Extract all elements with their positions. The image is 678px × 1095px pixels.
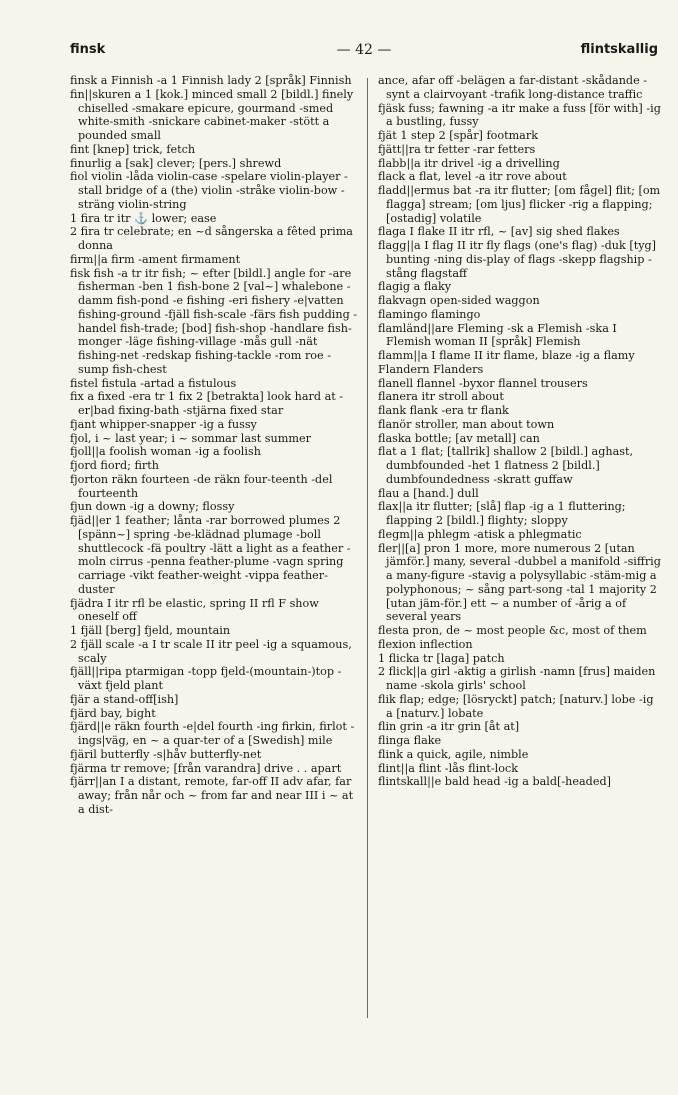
dictionary-entry: flintskall||e bald head -ig a bald[-headed] — [378, 775, 611, 789]
dictionary-entry: firm||a firm -ament firmament — [70, 252, 241, 266]
dictionary-entry: finsk a Finnish -a 1 Finnish lady 2 [språk] Finnish — [70, 74, 352, 87]
dictionary-entry: fjäd||er 1 feather; lånta -rar borrowed plumes 2 [spänn~] spring -be-klädnad plumage -boll shuttlecock -fä poultry -lätt a light as a feather -moln cirrus -penna feather-plume -vagn spring carriage -vikt feather-weight -vippa feather-duster — [70, 514, 351, 596]
dictionary-entry: flabb||a itr drivel -ig a drivelling — [378, 156, 560, 170]
right-column — [378, 74, 663, 789]
dictionary-entry: fjät 1 step 2 [spår] footmark — [378, 129, 538, 142]
dictionary-entry: 1 fira tr itr ⚓ lower; ease — [70, 211, 217, 225]
dictionary-entry: flagg||a I flag II itr fly flags (one's flag) -duk [tyg] bunting -ning dis-play of flags -skepp flagship -stång flagstaff — [378, 239, 657, 280]
dictionary-entry: flanell flannel -byxor flannel trousers — [378, 376, 588, 390]
dictionary-entry: fjäsk fuss; fawning -a itr make a fuss [för with] -ig a bustling, fussy — [378, 101, 661, 129]
dictionary-entry: flanera itr stroll about — [378, 390, 504, 404]
dictionary-entry: flack a flat, level -a itr rove about — [378, 170, 567, 184]
dictionary-entry: fladd||ermus bat -ra itr flutter; [om fågel] flit; [om flagga] stream; [om ljus] flicker -rig a flapping; [ostadig] volatile — [378, 184, 661, 225]
dictionary-entry: fjätt||ra tr fetter -rar fetters — [378, 142, 536, 156]
dictionary-entry: 2 fjäll scale -a I tr scale II itr peel -ig a squamous, scaly — [70, 637, 352, 665]
dictionary-entry: flint||a flint -lås flint-lock — [378, 761, 519, 775]
header-guide-word-right: flintskallig — [580, 42, 658, 57]
dictionary-entry: flegm||a phlegm -atisk a phlegmatic — [378, 527, 582, 541]
dictionary-entry: Flandern Flanders — [378, 362, 484, 376]
dictionary-entry: flaga I flake II itr rfl, ~ [av] sig shed flakes — [378, 225, 620, 239]
dictionary-entry: fjant whipper-snapper -ig a fussy — [70, 417, 257, 431]
dictionary-entry: flink a quick, agile, nimble — [378, 747, 529, 761]
dictionary-entry: flik flap; edge; [lösryckt] patch; [naturv.] lobe -ig a [naturv.] lobate — [378, 692, 654, 720]
dictionary-entry: flank flank -era tr flank — [378, 404, 509, 417]
dictionary-entry: fjäll||ripa ptarmigan -topp fjeld-(mountain-)top -växt fjeld plant — [70, 665, 342, 692]
dictionary-entry: flagig a flaky — [378, 280, 452, 294]
dictionary-entry: flesta pron, de ~ most people &c, most of them — [378, 624, 647, 637]
dictionary-entry: fjädra I itr rfl be elastic, spring II rfl F show oneself off — [70, 596, 319, 624]
dictionary-entry: finurlig a [sak] clever; [pers.] shrewd — [70, 156, 282, 170]
dictionary-entry: fjär a stand-off[ish] — [70, 692, 179, 706]
dictionary-entry: flamingo flamingo — [378, 307, 481, 321]
dictionary-entry: flamm||a I flame II itr flame, blaze -ig a flamy — [378, 349, 635, 362]
dictionary-entry: fix a fixed -era tr 1 fix 2 [betrakta] look hard at -er|bad fixing-bath -stjärna fixed star — [70, 390, 344, 417]
dictionary-entry: fjun down -ig a downy; flossy — [70, 500, 235, 514]
column-divider — [367, 78, 368, 1018]
dictionary-entry: ance, afar off -belägen a far-distant -skådande -synt a clairvoyant -trafik long-distance traffic — [378, 74, 648, 101]
dictionary-entry: flax||a itr flutter; [slå] flap -ig a 1 fluttering; flapping 2 [bildl.] flighty; sloppy — [378, 500, 626, 527]
dictionary-entry: flamländ||are Fleming -sk a Flemish -ska I Flemish woman II [språk] Flemish — [378, 321, 617, 349]
left-column — [70, 74, 360, 817]
dictionary-entry: fint [knep] trick, fetch — [70, 142, 196, 156]
dictionary-entry: fjärd||e räkn fourth -e|del fourth -ing firkin, firlot -ings|väg, en ~ a quar-ter of a [Swedish] mile — [70, 720, 355, 747]
dictionary-entry: fjoll||a foolish woman -ig a foolish — [70, 445, 261, 459]
dictionary-entry: fin||skuren a 1 [kok.] minced small 2 [bildl.] finely chiselled -smakare epicure, gourmand -smed white-smith -snickare cabinet-maker -stött a pounded small — [70, 87, 354, 142]
dictionary-entry: 2 flick||a girl -aktig a girlish -namn [frus] maiden name -skola girls' school — [378, 665, 656, 692]
dictionary-entry: fjärma tr remove; [från varandra] drive . . apart — [70, 761, 342, 775]
page-number: — 42 — — [336, 42, 392, 58]
dictionary-entry: flaska bottle; [av metall] can — [378, 431, 540, 445]
dictionary-entry: fjärd bay, bight — [70, 706, 156, 720]
dictionary-entry: fjorton räkn fourteen -de räkn four-teenth -del fourteenth — [70, 472, 333, 500]
dictionary-entry: fistel fistula -artad a fistulous — [70, 376, 237, 390]
dictionary-entry: flexion inflection — [378, 637, 473, 651]
dictionary-entry: 2 fira tr celebrate; en ~d sångerska a fêted prima donna — [70, 225, 353, 252]
dictionary-entry: 1 flicka tr [laga] patch — [378, 651, 505, 665]
dictionary-entry: flinga flake — [378, 734, 442, 747]
dictionary-entry: flat a 1 flat; [tallrik] shallow 2 [bildl.] aghast, dumbfounded -het 1 flatness 2 [bildl.] dumbfoundedness -skratt guffaw — [378, 445, 634, 486]
dictionary-entry: fjol, i ~ last year; i ~ sommar last summer — [70, 431, 311, 445]
dictionary-entry: flakvagn open-sided waggon — [378, 294, 540, 307]
dictionary-entry: fiol violin -låda violin-case -spelare violin-player -stall bridge of a (the) violin -stråke violin-bow -sträng violin-string — [70, 170, 348, 211]
dictionary-entry: flin grin -a itr grin [åt at] — [378, 720, 520, 734]
header-guide-word-left: finsk — [70, 42, 106, 57]
dictionary-entry: flanör stroller, man about town — [378, 417, 555, 431]
dictionary-entry: fjäril butterfly -s|håv butterfly-net — [70, 747, 262, 761]
dictionary-entry: fler||[a] pron 1 more, more numerous 2 [utan jämför.] many, several -dubbel a manifold -siffrig a many-figure -stavig a polysyllabic -stäm-mig a polyphonous; ~ sång part-song -tal 1 majority 2 [utan jäm-för.] ett ~ a number of -årig a of several years — [378, 541, 661, 624]
dictionary-entry: fjord fiord; firth — [70, 459, 159, 472]
dictionary-entry: fjärr||an I a distant, remote, far-off II adv afar, far away; från når och ~ from far and near III i ~ at a dist- — [70, 775, 354, 816]
dictionary-entry: fisk fish -a tr itr fish; ~ efter [bildl.] angle for -are fisherman -ben 1 fish-bone 2 [val~] whalebone -damm fish-pond -e fishing -eri fishery -e|vatten fishing-ground -fjäll fish-scale -färs fish pudding -handel fish-trade; [bod] fish-shop -handlare fish-monger -läge fishing-village -mås gull -nät fishing-net -redskap fishing-tackle -rom roe -sump fish-chest — [70, 266, 358, 376]
dictionary-entry: flau a [hand.] dull — [378, 486, 479, 500]
dictionary-entry: 1 fjäll [berg] fjeld, mountain — [70, 624, 231, 637]
page-header — [70, 42, 658, 62]
